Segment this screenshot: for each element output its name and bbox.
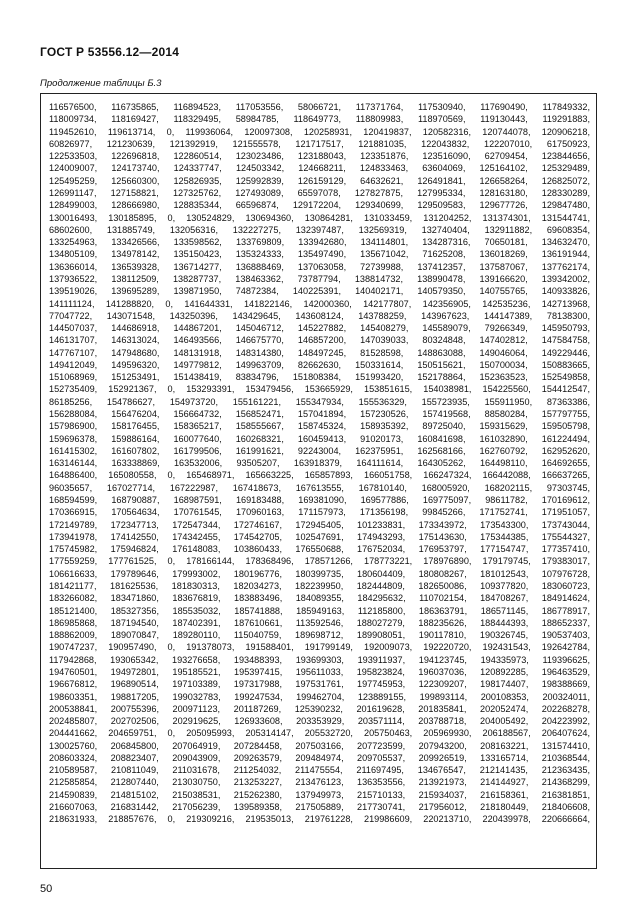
document-header: ГОСТ Р 53556.12—2014	[40, 45, 180, 59]
table-row: 194760501, 194972801, 195185521, 195397415, 195611033, 195823824, 196037036, 120892285, 196463529,	[49, 666, 590, 677]
table-row: 60826977, 121230639, 121392919, 121555578, 121717517, 121881035, 122043832, 122207010, 61750923,	[49, 138, 590, 149]
table-row: 119452610, 119613714, 0, 119936064, 120097308, 120258931, 120419837, 120582316, 120744078, 120906218,	[49, 126, 590, 137]
table-row: 161415302, 161607802, 161799506, 161991621, 92243004, 162375951, 162568166, 162760792, 162952620,	[49, 445, 590, 456]
table-row: 116576500, 116735865, 116894523, 117053556, 58066721, 117371764, 117530940, 117690490, 117849332,	[49, 102, 590, 112]
page-number: 50	[40, 883, 53, 895]
table-row: 163146144, 163338869, 163532006, 93505207, 163918379, 164111614, 164305262, 164498110, 164692655,	[49, 458, 590, 469]
table-row: 144507037, 144686918, 144867201, 145046712, 145227882, 145408279, 145589079, 79266349, 145950793,	[49, 323, 590, 334]
table-row: 118009734, 118169427, 118329495, 58984785, 118649773, 118809983, 118970569, 119130443, 119291883,	[49, 114, 590, 125]
table-row: 183266082, 183471860, 183676819, 183883496, 184089355, 184295632, 110702154, 184708267, 184914624,	[49, 593, 590, 604]
table-row: 146131707, 146313024, 146493566, 146675770, 146857200, 147039033, 80324848, 147402812, 147584758,	[49, 335, 590, 346]
table-row: 157986900, 158176455, 158365217, 158555667, 158745324, 158935392, 89725040, 159315629, 159505798,	[49, 421, 590, 432]
table-row: 170366915, 170564634, 170761545, 170960163, 171157973, 171356198, 99845266, 171752741, 171951057,	[49, 507, 590, 518]
table-row: 172149789, 172347713, 172547344, 172746167, 172945405, 101233831, 173343972, 173543300, 173743044,	[49, 519, 590, 530]
table-row: 212585854, 212807440, 213030750, 213253227, 213476123, 136353556, 213921973, 214144927, 214368299,	[49, 777, 590, 788]
table-row: 198603351, 198817205, 199032783, 199247534, 199462704, 123889155, 199893114, 200108353, 200324011,	[49, 691, 590, 702]
table-row: 190747237, 190957490, 0, 191378073, 191588401, 191799149, 192009073, 192220720, 192431543, 192642784,	[49, 642, 590, 653]
table-row: 152735409, 152921367, 0, 153293391, 153479456, 153665929, 153851615, 154038981, 154225560, 154412547,	[49, 384, 590, 395]
table-row: 218631933, 218857676, 0, 219309216, 219535013, 219761228, 219986609, 220213710, 220439978, 220666664,	[49, 814, 590, 825]
table-row: 200538841, 200755396, 200971123, 201187269, 125390232, 201619628, 201835841, 202052474, 202268278,	[49, 703, 590, 714]
table-row: 130025760, 206845800, 207064919, 207284458, 207503166, 207723599, 207943200, 208163221, 131574410,	[49, 740, 590, 751]
table-row: 196676812, 196890514, 197103389, 197317988, 197531761, 197745953, 122309207, 198174407, 198388669,	[49, 679, 590, 690]
table-row: 68602600, 131885749, 132056316, 132227275, 132397487, 132569319, 132740404, 132911882, 69608354,	[49, 224, 590, 235]
table-row: 117942868, 193065342, 193276658, 193488393, 193699303, 193911937, 194123745, 194335973, 119396625,	[49, 654, 590, 665]
table-continuation-caption: Продолжение таблицы Б.3	[40, 78, 162, 89]
table-row: 137936522, 138112509, 138287737, 138463362, 73787794, 138814732, 138990478, 139166620, 139342002,	[49, 273, 590, 284]
table-row: 216607063, 216831442, 217056239, 139589358, 217505889, 217730741, 217956012, 218180449, 218406608,	[49, 802, 590, 813]
table-row: 173941978, 174142550, 174342455, 174542705, 102547691, 174943293, 175143630, 175344385, 175544327,	[49, 531, 590, 542]
table-row: 188862009, 189070847, 189280110, 115040759, 189698712, 189908051, 190117810, 190326745, 190537403,	[49, 630, 590, 641]
table-row: 134805109, 134978142, 135150423, 135324333, 135497490, 135671042, 71625208, 136018269, 136191944,	[49, 249, 590, 260]
table-row: 141111124, 141288820, 0, 141644331, 141822146, 142000360, 142177807, 142356905, 142535236, 142713968,	[49, 298, 590, 309]
table-row: 126991147, 127158821, 127325762, 127493089, 65597078, 127827875, 127995334, 128163180, 128330289,	[49, 187, 590, 198]
table-row: 147767107, 147948680, 148131918, 148314380, 148497245, 81528598, 148863088, 149046064, 149229446,	[49, 347, 590, 358]
table-row: 151068969, 151253491, 151438419, 83834796, 151808384, 151993420, 152178864, 152363523, 152549858,	[49, 372, 590, 383]
table-row: 208603324, 208823407, 209043909, 209263579, 209484974, 209705537, 209926519, 133165714, 210368544,	[49, 752, 590, 763]
number-table-body	[49, 101, 590, 826]
table-row: 214590839, 214815102, 215038531, 215262380, 137949973, 215710133, 215934037, 216158361, 216381851,	[49, 789, 590, 800]
table-row: 133254963, 133426566, 133598562, 133769809, 133942680, 134114801, 134287316, 70650181, 134632470,	[49, 237, 590, 248]
table-row: 149412049, 149596320, 149779812, 149963709, 82662630, 150331614, 150515621, 150700034, 150883665,	[49, 359, 590, 370]
table-row: 202485807, 202702506, 202919625, 126933608, 203353929, 203571114, 203788718, 204005492, 204223992,	[49, 716, 590, 727]
table-row: 125495259, 125660300, 125826935, 125992839, 126159129, 64632621, 126491841, 126658264, 126825072,	[49, 175, 590, 186]
table-row: 77047722, 143071548, 143250396, 143429645, 143608124, 143788259, 143967623, 144147389, 78138300,	[49, 310, 590, 321]
table-row: 106616633, 179789646, 179993002, 180196776, 180399735, 180604409, 180808267, 181012543, 107976728,	[49, 568, 590, 579]
table-row: 130016493, 130185895, 0, 130524829, 130694360, 130864281, 131033459, 131204252, 131374301, 131544741,	[49, 212, 590, 223]
table-row: 156288084, 156476204, 156664732, 156852471, 157041894, 157230526, 157419568, 88580284, 157797755,	[49, 409, 590, 420]
table-row: 122533503, 122696818, 122860514, 123023486, 123188043, 123351876, 123516090, 62709454, 123844656,	[49, 151, 590, 162]
table-row: 185121400, 185327356, 185535032, 185741888, 185949163, 112185800, 186363791, 186571145, 186778917,	[49, 605, 590, 616]
table-row: 159696378, 159886164, 160077640, 160268321, 160459413, 91020173, 160841698, 161032890, 161224494,	[49, 433, 590, 444]
table-row: 177559259, 177761525, 0, 178166144, 178368496, 178571266, 178773221, 178976890, 179179745, 179383017,	[49, 556, 590, 567]
table-row: 164886400, 165080558, 0, 165468971, 165663225, 165857893, 166051758, 166247324, 166442088, 166637265,	[49, 470, 590, 481]
table-row: 181421177, 181625536, 181830313, 182034273, 182239950, 182444809, 182650086, 109377820, 183060723,	[49, 580, 590, 591]
table-row: 86185256, 154786627, 154973720, 155161221, 155347934, 155536329, 155723935, 155911950, 87363386,	[49, 396, 590, 407]
table-row: 136366014, 136539328, 136714277, 136888469, 137063058, 72739988, 137412357, 137587067, 137762174,	[49, 261, 590, 272]
table-row: 96035657, 167027714, 167222987, 167418673, 167613555, 167810140, 168005920, 168202115, 97303745,	[49, 482, 590, 493]
table-row: 175745982, 175946824, 176148083, 103860433, 176550688, 176752034, 176953797, 177154747, 177357410,	[49, 544, 590, 555]
table-row: 139519026, 139695289, 139871950, 74872384, 140225391, 140402171, 140579350, 140755765, 140933826,	[49, 286, 590, 297]
table-row: 128499003, 128666980, 128835344, 66596874, 129172204, 129340699, 129509583, 129677726, 129847480,	[49, 200, 590, 211]
table-row: 124009007, 124173740, 124337747, 124503342, 124668211, 124833463, 63604069, 125164102, 125329489,	[49, 163, 590, 174]
table-row: 186985868, 187194540, 187402391, 187610661, 113592546, 188027279, 188235626, 188444393, 188652337,	[49, 617, 590, 628]
table-row: 168594599, 168790887, 168987591, 169183488, 169381090, 169577886, 169775097, 98611782, 170169612,	[49, 495, 590, 505]
table-row: 210589587, 210811049, 211031678, 211254032, 211475554, 211697495, 134676547, 212141435, 212363435,	[49, 765, 590, 776]
table-row: 204441662, 204659751, 0, 205095993, 205314147, 205532720, 205750463, 205969930, 206188567, 206407624,	[49, 728, 590, 739]
table-frame	[40, 93, 597, 869]
